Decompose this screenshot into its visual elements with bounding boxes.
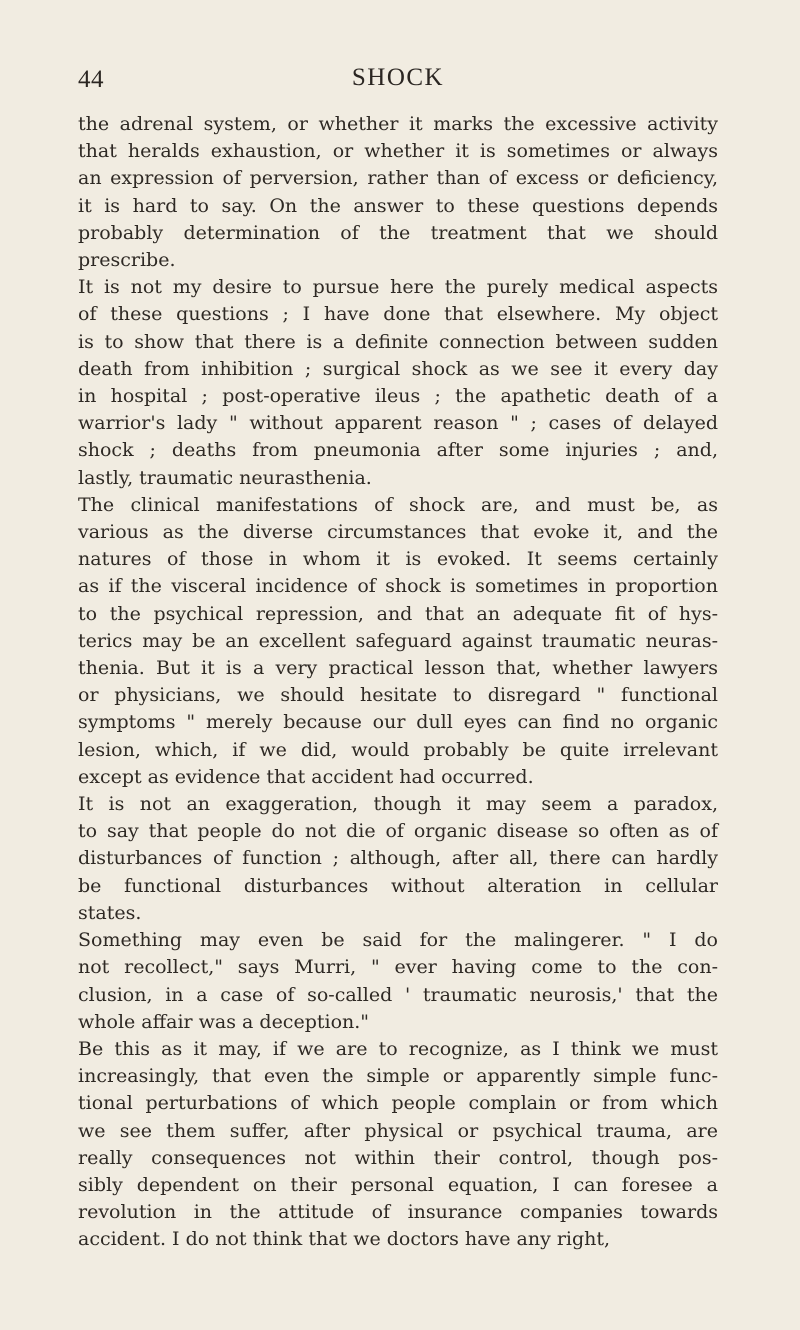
text-line: terics may be an excellent safeguard against traumatic neuras- (78, 629, 718, 652)
text-line: warrior's lady " without apparent reason " ; cases of delayed (78, 412, 718, 435)
text-line: It is not my desire to pursue here the purely medical aspects (78, 276, 718, 299)
text-line: Something may even be said for the malingerer. " I do (78, 929, 718, 952)
text-line: thenia. But it is a very practical lesson that, whether lawyers (78, 657, 718, 680)
paragraph (78, 274, 718, 492)
text-line: Be this as it may, if we are to recognize, as I think we must (78, 1037, 718, 1060)
page-header (78, 66, 718, 106)
paragraph (78, 492, 718, 791)
text-line: natures of those in whom it is evoked. It seems certainly (78, 548, 718, 571)
text-line: to the psychical repression, and that an adequate fit of hys- (78, 602, 718, 625)
paragraph (78, 927, 718, 1036)
text-line: really consequences not within their control, though pos- (78, 1146, 718, 1169)
text-line: It is not an exaggeration, though it may seem a paradox, (78, 793, 718, 816)
text-line: the adrenal system, or whether it marks the excessive activity (78, 113, 718, 135)
text-line: revolution in the attitude of insurance companies towards (78, 1201, 718, 1224)
text-line: tional perturbations of which people complain or from which (78, 1092, 718, 1115)
text-line: sibly dependent on their personal equation, I can foresee a (78, 1173, 718, 1196)
text-line: increasingly, that even the simple or apparently simple func- (78, 1065, 718, 1088)
text-line: disturbances of function ; although, after all, there can hardly (78, 847, 718, 870)
text-line: not recollect," says Murri, " ever having come to the con- (78, 956, 718, 979)
text-line: accident. I do not think that we doctors have any right, (78, 1228, 611, 1251)
text-line: death from inhibition ; surgical shock as we see it every day (78, 357, 718, 380)
text-line: of these questions ; I have done that elsewhere. My object (78, 303, 718, 326)
text-line: as if the visceral incidence of shock is sometimes in proportion (78, 575, 718, 598)
text-line: symptoms " merely because our dull eyes can find no organic (78, 711, 718, 734)
paragraph (78, 111, 718, 274)
page-number: 44 (78, 66, 104, 93)
body-text (78, 111, 718, 1254)
text-line: is to show that there is a definite connection between sudden (78, 330, 718, 353)
text-line: various as the diverse circumstances that evoke it, and the (78, 521, 718, 544)
text-line: be functional disturbances without alteration in cellular (78, 874, 718, 897)
text-line: whole affair was a deception." (78, 1010, 370, 1033)
text-line: in hospital ; post-operative ileus ; the apathetic death of a (78, 385, 718, 408)
text-line: to say that people do not die of organic disease so often as of (78, 820, 718, 843)
text-line: lastly, traumatic neurasthenia. (78, 466, 372, 489)
text-line: states. (78, 901, 142, 924)
text-line: shock ; deaths from pneumonia after some injuries ; and, (78, 439, 718, 462)
text-line: that heralds exhaustion, or whether it is sometimes or always (78, 140, 718, 163)
text-line: or physicians, we should hesitate to disregard " functional (78, 684, 718, 707)
paragraph (78, 1036, 718, 1254)
running-head: SHOCK (351, 64, 445, 91)
text-line: prescribe. (78, 249, 176, 272)
text-line: it is hard to say. On the answer to these questions depends (78, 194, 718, 217)
text-line: we see them suffer, after physical or psychical trauma, are (78, 1119, 718, 1142)
text-line: The clinical manifestations of shock are, and must be, as (78, 493, 718, 516)
text-line: clusion, in a case of so-called ' traumatic neurosis,' that the (78, 983, 718, 1006)
text-line: lesion, which, if we did, would probably be quite irrelevant (78, 738, 718, 761)
paragraph (78, 791, 718, 927)
text-line: probably determination of the treatment that we should (78, 221, 718, 244)
text-line: an expression of perversion, rather than of excess or deficiency, (78, 167, 718, 190)
text-line: except as evidence that accident had occurred. (78, 765, 534, 788)
